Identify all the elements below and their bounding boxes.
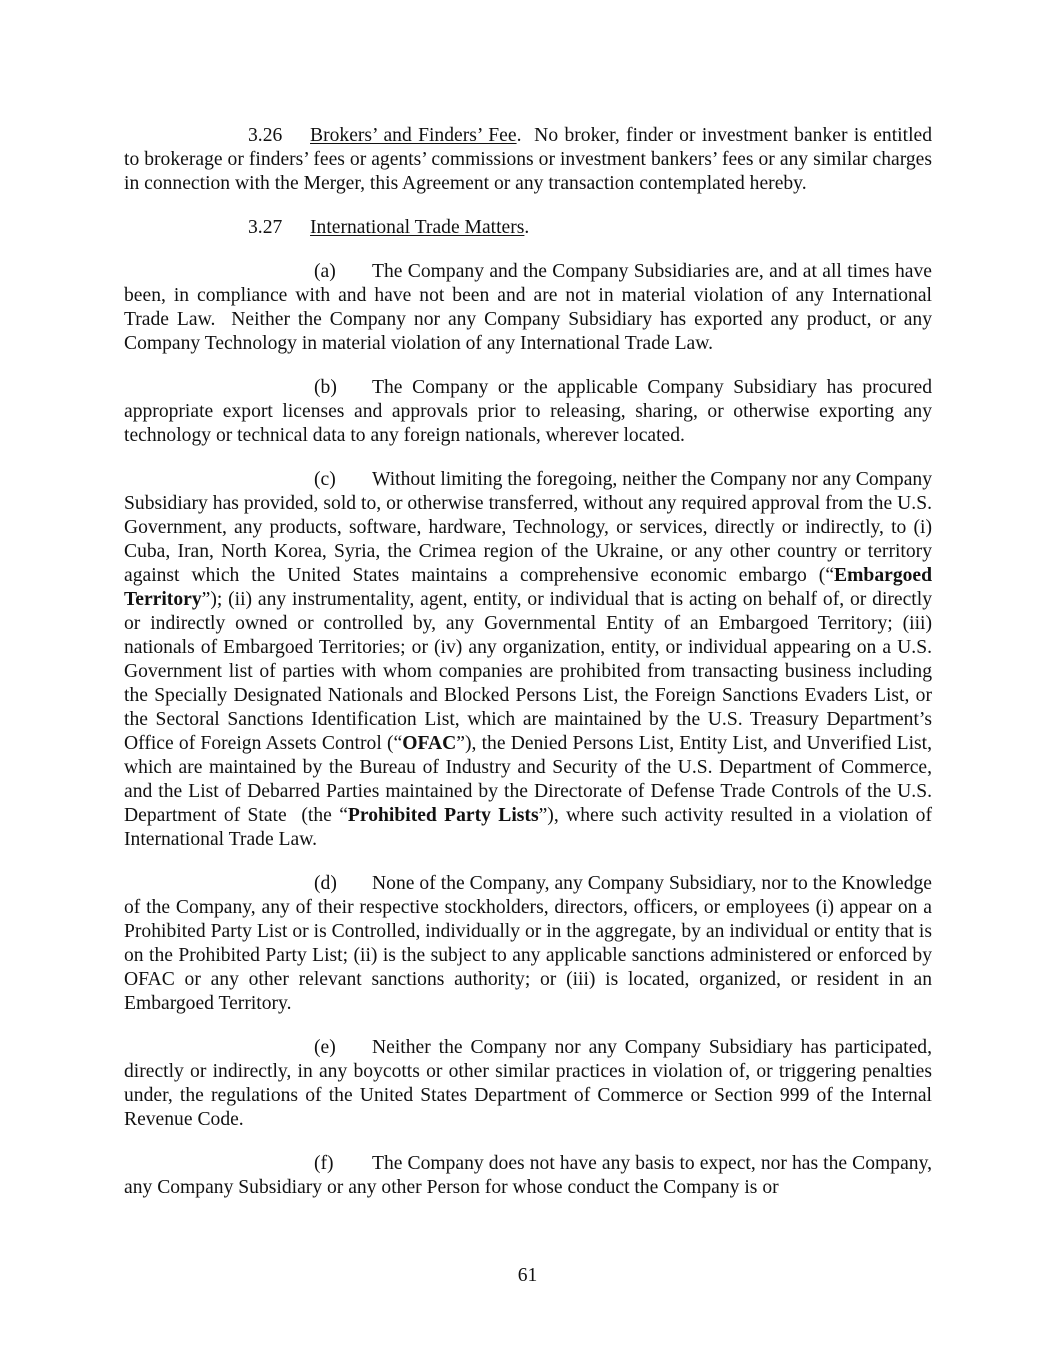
subsection-label: (c) <box>314 469 336 490</box>
section-number: 3.26 <box>248 125 283 146</box>
section-body: No broker, finder or investment banker is entitled to brokerage or finders’ fees or agents’ commissions or investment bankers’ fees or any similar charges in connection with the Merger, this Agreement or any transaction contemplated hereby. <box>124 125 937 194</box>
subsection-f <box>124 1152 932 1200</box>
section-number: 3.27 <box>248 217 283 238</box>
subsection-text: ”), the Denied Persons List, Entity List, and Unverified List, which are maintained by the Bureau of Industry and Security of the U.S. Department of Commerce, and the List of Debarred Parties maintained by the Directorate of Defense Trade Controls of the U.S. Department of State (the “ <box>124 733 937 826</box>
subsection-text: The Company or the applicable Company Subsidiary has procured appropriate export licenses and approvals prior to releasing, sharing, or otherwise exporting any technology or technical data to any foreign nationals, wherever located. <box>124 377 932 446</box>
heading-period: . <box>524 217 530 238</box>
subsection-d <box>124 872 932 1016</box>
subsection-text: Without limiting the foregoing, neither the Company nor any Company Subsidiary has provided, sold to, or otherwise transferred, without any required approval from the U.S. Government, any products, software, hardware, Technology, or services, directly or indirectly, to (i) Cuba, Iran, North Korea, Syria, the Crimea region of the Ukraine, or any other country or territory against which the United States maintains a comprehensive economic embargo (“ <box>124 469 932 586</box>
page-number: 61 <box>517 1265 538 1286</box>
section-3-26 <box>124 124 937 196</box>
section-3-27 <box>124 216 932 240</box>
subsection-label: (e) <box>314 1037 336 1058</box>
subsection-text: The Company does not have any basis to expect, nor has the Company, any Company Subsidiary or any other Person for whose conduct the Company is or <box>124 1153 932 1198</box>
section-heading: International Trade Matters <box>310 217 525 238</box>
subsection-text: None of the Company, any Company Subsidiary, nor to the Knowledge of the Company, any of their respective stockholders, directors, officers, or employees (i) appear on a Prohibited Party List or is Controlled, individually or in the aggregate, by an individual or entity that is on the Prohibited Party List; (ii) is the subject to any applicable sanctions administered or enforced by OFAC or any other relevant sanctions authority; or (iii) is located, organized, or resident in an Embargoed Territory. <box>124 873 932 1014</box>
subsection-label: (a) <box>314 261 336 282</box>
heading-period: . <box>516 125 522 146</box>
document-page <box>124 124 937 1220</box>
subsection-text: ”), where such activity resulted in a violation of International Trade Law. <box>124 805 933 850</box>
subsection-label: (b) <box>314 377 337 398</box>
subsection-label: (f) <box>314 1153 334 1174</box>
subsection-a <box>124 260 937 356</box>
subsection-e <box>124 1036 932 1132</box>
section-heading: Brokers’ and Finders’ Fee <box>310 125 517 146</box>
subsection-b <box>124 376 932 448</box>
subsection-text: The Company and the Company Subsidiaries are, and at all times have been, in compliance with and have not been and are not in material violation of any International Trade Law. Neither the Company nor any Company Subsidiary has exported any product, or any Company Technology in material violation of any International Trade Law. <box>124 261 937 354</box>
subsection-label: (d) <box>314 873 337 894</box>
subsection-text: Neither the Company nor any Company Subsidiary has participated, directly or indirectly, in any boycotts or other similar practices in violation of, or triggering penalties under, the regulations of the United States Department of Commerce or Section 999 of the Internal Revenue Code. <box>124 1037 932 1130</box>
defined-term-embargoed-territory: Embargoed Territory <box>124 565 932 610</box>
defined-term-prohibited-party-lists: Prohibited Party Lists <box>347 805 539 826</box>
subsection-text: ”); (ii) any instrumentality, agent, entity, or individual that is acting on behalf of, or directly or indirectly owned or controlled by, any Governmental Entity of an Embargoed Territory; (iii) nationals of Embargoed Territories; or (iv) any organization, entity, or individual appearing on a U.S. Government list of parties with whom companies are prohibited from transacting business including the Specially Designated Nationals and Blocked Persons List, the Foreign Sanctions Evaders List, or the Sectoral Sanctions Identification List, which are maintained by the U.S. Treasury Department’s Office of Foreign Assets Control (“ <box>124 589 932 754</box>
defined-term-ofac: OFAC <box>402 733 457 754</box>
subsection-c <box>124 468 937 852</box>
